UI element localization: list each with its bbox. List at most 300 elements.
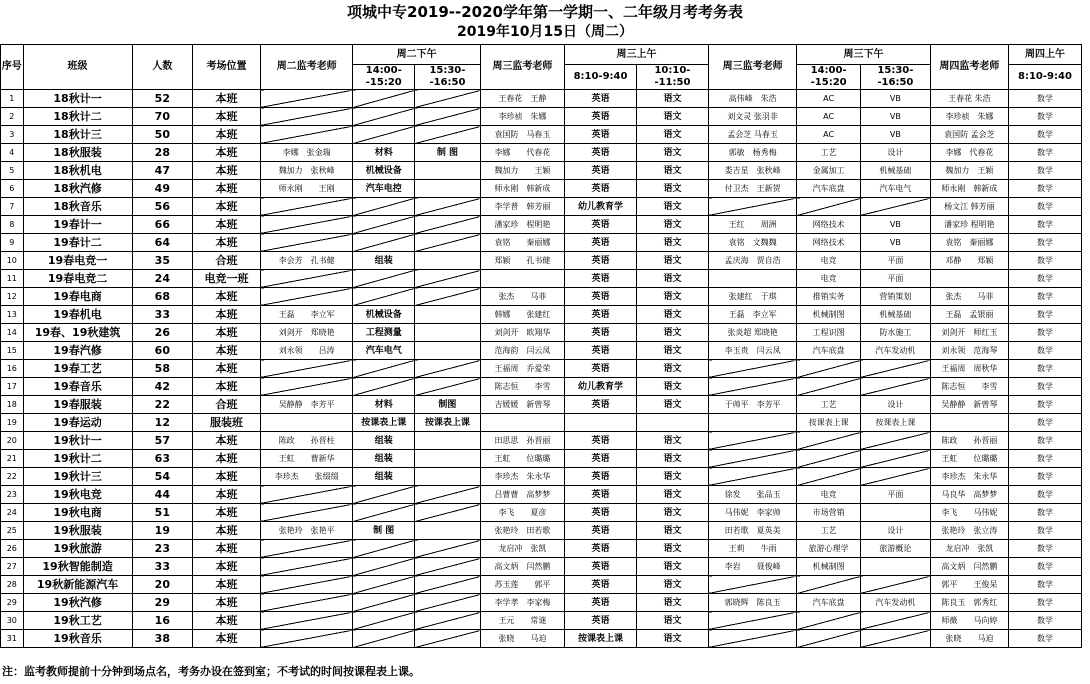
table-row [1,612,1082,630]
seq-cell: 21 [1,450,24,468]
thu-am-slot1-cell: 数学 [1008,504,1081,522]
seq-cell: 9 [1,234,24,252]
tue-invigilator-cell: 李会芳 孔书健 [260,252,352,270]
wed-pm-invigilator-cell: 张炎超 郑晓艳 [708,324,796,342]
count-cell: 58 [132,360,193,378]
tue-pm-slot1-cell [353,90,415,108]
wed-pm-slot1-cell: 市场营销 [797,504,861,522]
room-cell: 本班 [193,432,261,450]
wed-pm-invigilator-cell: 付卫杰 王新贺 [708,180,796,198]
tue-pm-slot2-cell: 制图 [415,396,481,414]
thu-invigilator-cell: 高文炳 闫然鹏 [930,558,1008,576]
seq-cell: 26 [1,540,24,558]
table-row [1,288,1082,306]
tue-pm-slot1-cell: 工程测量 [353,324,415,342]
room-cell: 本班 [193,360,261,378]
tue-invigilator-cell [260,576,352,594]
wed-am-slot2-cell: 语文 [636,306,708,324]
tue-pm-slot1-cell [353,270,415,288]
wed-am-invigilator-cell: 袁国防 马春玉 [480,126,564,144]
wed-am-slot2-cell: 语文 [636,468,708,486]
wed-pm-slot2-cell [860,450,930,468]
wed-pm-slot1-cell: 电竞 [797,270,861,288]
count-cell: 33 [132,306,193,324]
thu-invigilator-cell: 袁铭 秦丽娜 [930,234,1008,252]
thu-am-slot1-cell: 数学 [1008,270,1081,288]
tue-pm-slot2-cell [415,162,481,180]
tue-pm-slot1-cell: 机械设备 [353,162,415,180]
tue-pm-slot2-cell [415,180,481,198]
table-row [1,198,1082,216]
header-wed-pm-slot1: 14:00--15:20 [797,65,861,90]
class-cell: 18秋计三 [23,126,132,144]
tue-pm-slot2-cell [415,306,481,324]
thu-invigilator-cell: 张晓 马迫 [930,630,1008,648]
table-row [1,522,1082,540]
class-cell: 19秋新能源汽车 [23,576,132,594]
count-cell: 19 [132,522,193,540]
table-row [1,234,1082,252]
header-thu-invigilator: 周四监考老师 [930,45,1008,90]
table-row [1,90,1082,108]
wed-am-invigilator-cell: 师永刚 韩新成 [480,180,564,198]
class-cell: 19春服装 [23,396,132,414]
count-cell: 16 [132,612,193,630]
tue-pm-slot1-cell [353,378,415,396]
tue-pm-slot2-cell: 按课表上课 [415,414,481,432]
wed-pm-invigilator-cell [708,270,796,288]
wed-am-slot2-cell: 语文 [636,450,708,468]
wed-pm-slot1-cell: 汽车底盘 [797,342,861,360]
tue-invigilator-cell [260,612,352,630]
wed-pm-slot2-cell: VB [860,216,930,234]
wed-pm-invigilator-cell: 马伟妮 李家帅 [708,504,796,522]
count-cell: 63 [132,450,193,468]
wed-pm-slot2-cell: 汽车发动机 [860,342,930,360]
wed-pm-slot2-cell: 旅游概论 [860,540,930,558]
wed-pm-slot1-cell [797,360,861,378]
tue-invigilator-cell [260,360,352,378]
class-cell: 19春计二 [23,234,132,252]
tue-pm-slot2-cell [415,234,481,252]
wed-pm-slot1-cell: 推销实务 [797,288,861,306]
room-cell: 本班 [193,630,261,648]
tue-pm-slot2-cell [415,558,481,576]
wed-am-slot2-cell: 语文 [636,630,708,648]
thu-am-slot1-cell: 数学 [1008,342,1081,360]
class-cell: 19春工艺 [23,360,132,378]
count-cell: 20 [132,576,193,594]
tue-pm-slot2-cell [415,216,481,234]
wed-pm-invigilator-cell [708,198,796,216]
header-tue-pm-slot2: 15:30--16:50 [415,65,481,90]
thu-invigilator-cell: 师永刚 韩新成 [930,180,1008,198]
tue-pm-slot1-cell: 组装 [353,432,415,450]
wed-am-slot1-cell: 英语 [565,540,637,558]
wed-am-invigilator-cell: 王虹 位璐璐 [480,450,564,468]
count-cell: 33 [132,558,193,576]
table-row [1,576,1082,594]
tue-pm-slot2-cell [415,468,481,486]
class-cell: 19春运动 [23,414,132,432]
thu-invigilator-cell: 陈政 孙晋丽 [930,432,1008,450]
page-subtitle: 2019年10月15日（周二） [457,24,633,40]
thu-invigilator-cell: 师薇 马向婷 [930,612,1008,630]
header-wed-invigilator-am: 周三监考老师 [480,45,564,90]
wed-pm-invigilator-cell: 袁铭 文魏魏 [708,234,796,252]
seq-cell: 1 [1,90,24,108]
tue-invigilator-cell [260,540,352,558]
tue-invigilator-cell: 李娜 张金瑞 [260,144,352,162]
room-cell: 本班 [193,612,261,630]
wed-pm-invigilator-cell [708,468,796,486]
thu-am-slot1-cell: 数学 [1008,216,1081,234]
wed-pm-slot2-cell [860,198,930,216]
seq-cell: 29 [1,594,24,612]
wed-pm-slot2-cell [860,360,930,378]
table-row [1,414,1082,432]
table-row [1,450,1082,468]
room-cell: 本班 [193,576,261,594]
wed-am-invigilator-cell: 李学孝 李家梅 [480,594,564,612]
seq-cell: 22 [1,468,24,486]
wed-pm-slot1-cell: 电竞 [797,486,861,504]
tue-pm-slot2-cell [415,342,481,360]
wed-pm-slot1-cell: 金属加工 [797,162,861,180]
header-tue-pm: 周二下午 [353,45,480,65]
wed-pm-slot2-cell: VB [860,108,930,126]
wed-am-slot1-cell: 英语 [565,90,637,108]
tue-pm-slot1-cell: 制 图 [353,522,415,540]
class-cell: 19秋智能制造 [23,558,132,576]
wed-am-slot2-cell: 语文 [636,540,708,558]
count-cell: 26 [132,324,193,342]
thu-am-slot1-cell: 数学 [1008,252,1081,270]
count-cell: 54 [132,468,193,486]
tue-pm-slot2-cell [415,378,481,396]
thu-am-slot1-cell: 数学 [1008,288,1081,306]
wed-pm-invigilator-cell [708,414,796,432]
count-cell: 52 [132,90,193,108]
thu-invigilator-cell: 刘永领 范海琴 [930,342,1008,360]
table-row [1,630,1082,648]
wed-pm-slot2-cell [860,630,930,648]
wed-am-slot2-cell: 语文 [636,270,708,288]
room-cell: 本班 [193,108,261,126]
tue-pm-slot1-cell [353,576,415,594]
seq-cell: 8 [1,216,24,234]
wed-am-invigilator-cell: 韩娜 张建红 [480,306,564,324]
count-cell: 12 [132,414,193,432]
thu-invigilator-cell: 杨文江 韩芳丽 [930,198,1008,216]
wed-am-slot1-cell: 英语 [565,252,637,270]
wed-pm-slot2-cell: 平面 [860,252,930,270]
tue-pm-slot1-cell: 机械设备 [353,306,415,324]
wed-am-slot2-cell: 语文 [636,504,708,522]
thu-am-slot1-cell: 数学 [1008,144,1081,162]
count-cell: 29 [132,594,193,612]
seq-cell: 5 [1,162,24,180]
room-cell: 本班 [193,288,261,306]
table-row [1,180,1082,198]
wed-am-slot1-cell: 英语 [565,504,637,522]
wed-am-invigilator-cell: 张杰 马菲 [480,288,564,306]
table-row [1,360,1082,378]
wed-am-slot1-cell: 英语 [565,558,637,576]
wed-pm-slot1-cell: 按课表上课 [797,414,861,432]
wed-am-invigilator-cell: 苏玉莲 郭平 [480,576,564,594]
wed-pm-slot2-cell: 平面 [860,270,930,288]
wed-am-invigilator-cell: 张艳玲 田若歌 [480,522,564,540]
count-cell: 50 [132,126,193,144]
wed-am-invigilator-cell [480,414,564,432]
wed-pm-invigilator-cell: 郭敏 杨秀梅 [708,144,796,162]
tue-pm-slot1-cell [353,234,415,252]
wed-am-slot2-cell: 语文 [636,378,708,396]
wed-am-slot1-cell: 英语 [565,468,637,486]
wed-am-slot1-cell: 按课表上课 [565,630,637,648]
wed-pm-slot1-cell [797,630,861,648]
tue-invigilator-cell [260,378,352,396]
wed-am-slot2-cell: 语文 [636,396,708,414]
class-cell: 19秋汽修 [23,594,132,612]
thu-am-slot1-cell: 数学 [1008,180,1081,198]
seq-cell: 6 [1,180,24,198]
wed-am-slot1-cell: 英语 [565,306,637,324]
class-cell: 19春电商 [23,288,132,306]
wed-pm-slot2-cell: 平面 [860,486,930,504]
seq-cell: 20 [1,432,24,450]
tue-invigilator-cell: 张艳玲 张艳平 [260,522,352,540]
wed-am-slot2-cell: 语文 [636,288,708,306]
wed-pm-slot1-cell [797,378,861,396]
thu-am-slot1-cell: 数学 [1008,486,1081,504]
wed-pm-invigilator-cell: 张建红 于琪 [708,288,796,306]
wed-am-slot1-cell: 英语 [565,522,637,540]
seq-cell: 14 [1,324,24,342]
wed-am-slot1-cell: 英语 [565,486,637,504]
wed-am-slot1-cell: 英语 [565,270,637,288]
seq-cell: 13 [1,306,24,324]
thu-am-slot1-cell: 数学 [1008,396,1081,414]
tue-invigilator-cell [260,630,352,648]
class-cell: 19秋音乐 [23,630,132,648]
header-thu-am-slot1: 8:10-9:40 [1008,65,1081,90]
thu-invigilator-cell: 龙启冲 张凯 [930,540,1008,558]
thu-am-slot1-cell: 数学 [1008,450,1081,468]
class-cell: 19秋计二 [23,450,132,468]
thu-invigilator-cell: 刘剑开 师红玉 [930,324,1008,342]
tue-pm-slot1-cell: 组装 [353,450,415,468]
wed-am-slot2-cell: 语文 [636,126,708,144]
wed-pm-slot2-cell: 汽车发动机 [860,594,930,612]
class-cell: 19秋计一 [23,432,132,450]
wed-am-invigilator-cell: 李珍祯 朱娜 [480,108,564,126]
wed-am-slot1-cell: 英语 [565,108,637,126]
thu-invigilator-cell: 魏加力 王颖 [930,162,1008,180]
tue-invigilator-cell: 吴静静 李芳平 [260,396,352,414]
thu-invigilator-cell: 陈良玉 郭秀红 [930,594,1008,612]
wed-pm-invigilator-cell: 高伟峰 朱浩 [708,90,796,108]
seq-cell: 4 [1,144,24,162]
count-cell: 23 [132,540,193,558]
wed-am-slot1-cell: 英语 [565,216,637,234]
table-row [1,594,1082,612]
room-cell: 本班 [193,342,261,360]
wed-am-slot2-cell: 语文 [636,576,708,594]
count-cell: 49 [132,180,193,198]
wed-pm-invigilator-cell: 孟庆海 贾自浩 [708,252,796,270]
table-row [1,216,1082,234]
room-cell: 本班 [193,216,261,234]
wed-am-slot2-cell: 语文 [636,558,708,576]
tue-invigilator-cell: 师永刚 王刚 [260,180,352,198]
room-cell: 本班 [193,306,261,324]
count-cell: 28 [132,144,193,162]
count-cell: 70 [132,108,193,126]
wed-am-invigilator-cell: 吕曹曹 高梦梦 [480,486,564,504]
wed-am-slot2-cell: 语文 [636,522,708,540]
room-cell: 本班 [193,450,261,468]
wed-am-invigilator-cell: 魏加力 王颖 [480,162,564,180]
tue-invigilator-cell: 魏加力 张秋峰 [260,162,352,180]
table-row [1,324,1082,342]
wed-pm-invigilator-cell [708,612,796,630]
thu-invigilator-cell [930,270,1008,288]
seq-cell: 24 [1,504,24,522]
class-cell: 19秋旅游 [23,540,132,558]
wed-pm-invigilator-cell: 李岩 聂俊峰 [708,558,796,576]
seq-cell: 7 [1,198,24,216]
thu-invigilator-cell: 吴静静 新曾琴 [930,396,1008,414]
count-cell: 47 [132,162,193,180]
wed-pm-invigilator-cell: 王莉 牛雨 [708,540,796,558]
wed-am-slot2-cell: 语文 [636,432,708,450]
thu-invigilator-cell: 张杰 马菲 [930,288,1008,306]
wed-pm-slot1-cell: 机械制图 [797,558,861,576]
wed-am-slot1-cell: 英语 [565,288,637,306]
wed-am-slot1-cell: 英语 [565,432,637,450]
header-wed-pm-slot2: 15:30--16:50 [860,65,930,90]
class-cell: 19春机电 [23,306,132,324]
header-room: 考场位置 [193,45,261,90]
header-tue-invigilator: 周二监考老师 [260,45,352,90]
wed-am-slot1-cell: 英语 [565,612,637,630]
header-tue-pm-slot1: 14:00--15:20 [353,65,415,90]
wed-pm-slot2-cell [860,612,930,630]
wed-pm-invigilator-cell: 刘文灵 张羽非 [708,108,796,126]
class-cell: 19春汽修 [23,342,132,360]
table-row [1,486,1082,504]
thu-am-slot1-cell: 数学 [1008,558,1081,576]
thu-invigilator-cell: 李珍杰 朱永华 [930,468,1008,486]
count-cell: 57 [132,432,193,450]
room-cell: 本班 [193,126,261,144]
tue-pm-slot1-cell [353,126,415,144]
thu-am-slot1-cell: 数学 [1008,162,1081,180]
wed-am-slot2-cell: 语文 [636,324,708,342]
wed-am-slot2-cell: 语文 [636,216,708,234]
thu-am-slot1-cell: 数学 [1008,432,1081,450]
tue-invigilator-cell [260,234,352,252]
wed-pm-slot2-cell: VB [860,90,930,108]
wed-am-slot2-cell: 语文 [636,594,708,612]
wed-pm-slot2-cell: 设计 [860,144,930,162]
wed-am-slot1-cell: 英语 [565,342,637,360]
tue-pm-slot1-cell: 汽车电控 [353,180,415,198]
count-cell: 38 [132,630,193,648]
class-cell: 19秋服装 [23,522,132,540]
room-cell: 本班 [193,486,261,504]
count-cell: 44 [132,486,193,504]
table-row [1,558,1082,576]
wed-am-slot1-cell: 英语 [565,576,637,594]
header-wed-pm: 周三下午 [797,45,931,65]
thu-am-slot1-cell: 数学 [1008,522,1081,540]
wed-am-invigilator-cell: 吉媛媛 新曾琴 [480,396,564,414]
wed-pm-invigilator-cell: 娄吉星 张秋峰 [708,162,796,180]
tue-pm-slot2-cell [415,522,481,540]
wed-pm-invigilator-cell [708,450,796,468]
wed-am-invigilator-cell: 刘剑开 欧翔华 [480,324,564,342]
wed-pm-invigilator-cell [708,360,796,378]
count-cell: 42 [132,378,193,396]
wed-pm-slot2-cell [860,558,930,576]
count-cell: 68 [132,288,193,306]
wed-am-invigilator-cell [480,270,564,288]
header-wed-am-slot1: 8:10-9:40 [565,65,637,90]
header-count: 人数 [132,45,193,90]
class-cell: 19春电竞一 [23,252,132,270]
wed-am-slot2-cell [636,414,708,432]
wed-am-invigilator-cell: 陈志恒 李雪 [480,378,564,396]
tue-pm-slot2-cell [415,630,481,648]
footer-note: 注：监考教师提前十分钟到场点名，考务办设在签到室；不考试的时间按课程表上课。 [2,665,420,678]
tue-invigilator-cell: 王虹 曹新华 [260,450,352,468]
tue-invigilator-cell [260,108,352,126]
wed-am-invigilator-cell: 李学普 韩芳丽 [480,198,564,216]
wed-pm-slot2-cell: VB [860,126,930,144]
wed-pm-slot2-cell [860,576,930,594]
table-row [1,504,1082,522]
exam-schedule-table [0,44,1082,648]
class-cell: 19春电竞二 [23,270,132,288]
thu-invigilator-cell: 王福周 周秋华 [930,360,1008,378]
wed-am-slot2-cell: 语文 [636,144,708,162]
header-seq: 序号 [1,45,24,90]
wed-am-slot1-cell: 英语 [565,234,637,252]
tue-pm-slot1-cell [353,612,415,630]
tue-pm-slot2-cell [415,486,481,504]
tue-pm-slot2-cell [415,270,481,288]
wed-pm-slot1-cell: 旅游心理学 [797,540,861,558]
room-cell: 本班 [193,594,261,612]
seq-cell: 11 [1,270,24,288]
tue-pm-slot1-cell [353,504,415,522]
count-cell: 24 [132,270,193,288]
wed-am-invigilator-cell: 龙启冲 张凯 [480,540,564,558]
wed-am-slot2-cell: 语文 [636,108,708,126]
class-cell: 18秋机电 [23,162,132,180]
wed-am-invigilator-cell: 李娜 代春花 [480,144,564,162]
thu-am-slot1-cell: 数学 [1008,630,1081,648]
seq-cell: 19 [1,414,24,432]
table-row [1,306,1082,324]
tue-invigilator-cell [260,288,352,306]
wed-am-slot2-cell: 语文 [636,612,708,630]
tue-invigilator-cell [260,504,352,522]
room-cell: 本班 [193,198,261,216]
